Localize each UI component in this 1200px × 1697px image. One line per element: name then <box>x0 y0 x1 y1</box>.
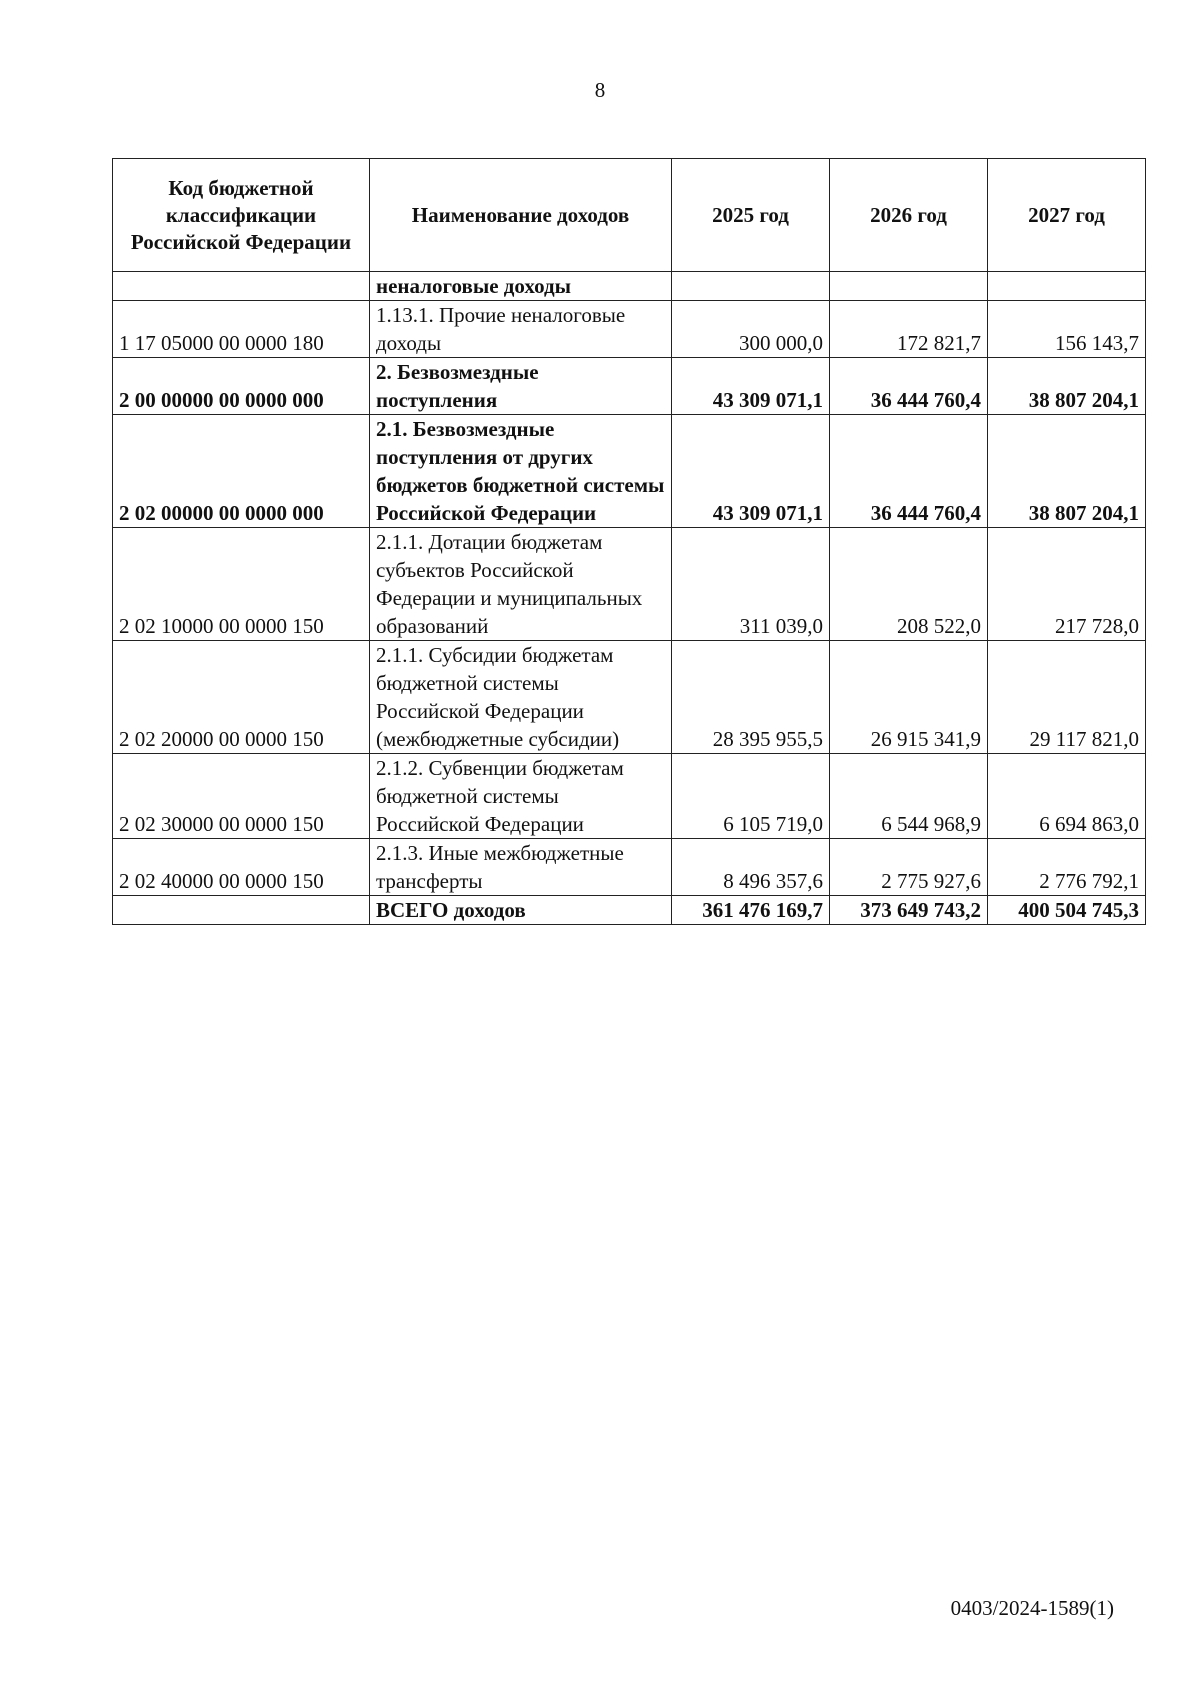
row-value-2026: 373 649 743,2 <box>830 896 988 925</box>
row-value-2026: 6 544 968,9 <box>830 754 988 839</box>
row-value-2027: 400 504 745,3 <box>988 896 1146 925</box>
row-value-2027: 156 143,7 <box>988 301 1146 358</box>
row-value-2027: 6 694 863,0 <box>988 754 1146 839</box>
table-row <box>113 896 1146 925</box>
row-value-2026: 208 522,0 <box>830 528 988 641</box>
table-row <box>113 415 1146 528</box>
row-value-2025: 311 039,0 <box>672 528 830 641</box>
header-2025: 2025 год <box>672 159 830 272</box>
row-value-2027: 38 807 204,1 <box>988 358 1146 415</box>
row-value-2026: 36 444 760,4 <box>830 358 988 415</box>
row-value-2025: 8 496 357,6 <box>672 839 830 896</box>
row-code <box>113 272 370 301</box>
row-value-2025: 361 476 169,7 <box>672 896 830 925</box>
row-code: 2 02 00000 00 0000 000 <box>113 415 370 528</box>
table-row <box>113 754 1146 839</box>
document-code: 0403/2024-1589(1) <box>950 1596 1114 1620</box>
row-value-2026: 2 775 927,6 <box>830 839 988 896</box>
table-row <box>113 272 1146 301</box>
row-name: 2.1.3. Иные межбюджетные трансферты <box>370 839 672 896</box>
page-number: 8 <box>594 78 606 102</box>
row-name: ВСЕГО доходов <box>370 896 672 925</box>
row-code: 2 02 10000 00 0000 150 <box>113 528 370 641</box>
row-code: 2 02 20000 00 0000 150 <box>113 641 370 754</box>
row-value-2025 <box>672 272 830 301</box>
header-2026: 2026 год <box>830 159 988 272</box>
row-value-2027 <box>988 272 1146 301</box>
income-table <box>112 158 1146 925</box>
row-code: 2 02 40000 00 0000 150 <box>113 839 370 896</box>
row-code: 1 17 05000 00 0000 180 <box>113 301 370 358</box>
row-value-2025: 6 105 719,0 <box>672 754 830 839</box>
header-2027: 2027 год <box>988 159 1146 272</box>
row-value-2027: 2 776 792,1 <box>988 839 1146 896</box>
table-row <box>113 641 1146 754</box>
row-name: 2.1.2. Субвенции бюджетам бюджетной системы Российской Федерации <box>370 754 672 839</box>
row-value-2027: 217 728,0 <box>988 528 1146 641</box>
row-value-2026: 26 915 341,9 <box>830 641 988 754</box>
row-value-2025: 43 309 071,1 <box>672 415 830 528</box>
table-row <box>113 301 1146 358</box>
row-value-2027: 38 807 204,1 <box>988 415 1146 528</box>
row-name: 1.13.1. Прочие неналоговые доходы <box>370 301 672 358</box>
row-value-2025: 300 000,0 <box>672 301 830 358</box>
row-value-2026 <box>830 272 988 301</box>
row-value-2025: 43 309 071,1 <box>672 358 830 415</box>
row-code <box>113 896 370 925</box>
row-name: неналоговые доходы <box>370 272 672 301</box>
row-code: 2 02 30000 00 0000 150 <box>113 754 370 839</box>
row-value-2027: 29 117 821,0 <box>988 641 1146 754</box>
row-name: 2.1. Безвозмездные поступления от других бюджетов бюджетной системы Российской Федерации <box>370 415 672 528</box>
table-row <box>113 528 1146 641</box>
row-value-2026: 172 821,7 <box>830 301 988 358</box>
row-name: 2.1.1. Дотации бюджетам субъектов Российской Федерации и муниципальных образований <box>370 528 672 641</box>
table-body <box>113 272 1146 925</box>
table-row <box>113 839 1146 896</box>
header-name: Наименование доходов <box>370 159 672 272</box>
header-code: Код бюджетной классификации Российской Федерации <box>113 159 370 272</box>
table-header-row <box>113 159 1146 272</box>
table-row <box>113 358 1146 415</box>
row-name: 2. Безвозмездные поступления <box>370 358 672 415</box>
row-value-2026: 36 444 760,4 <box>830 415 988 528</box>
row-name: 2.1.1. Субсидии бюджетам бюджетной системы Российской Федерации (межбюджетные субсидии) <box>370 641 672 754</box>
row-code: 2 00 00000 00 0000 000 <box>113 358 370 415</box>
row-value-2025: 28 395 955,5 <box>672 641 830 754</box>
